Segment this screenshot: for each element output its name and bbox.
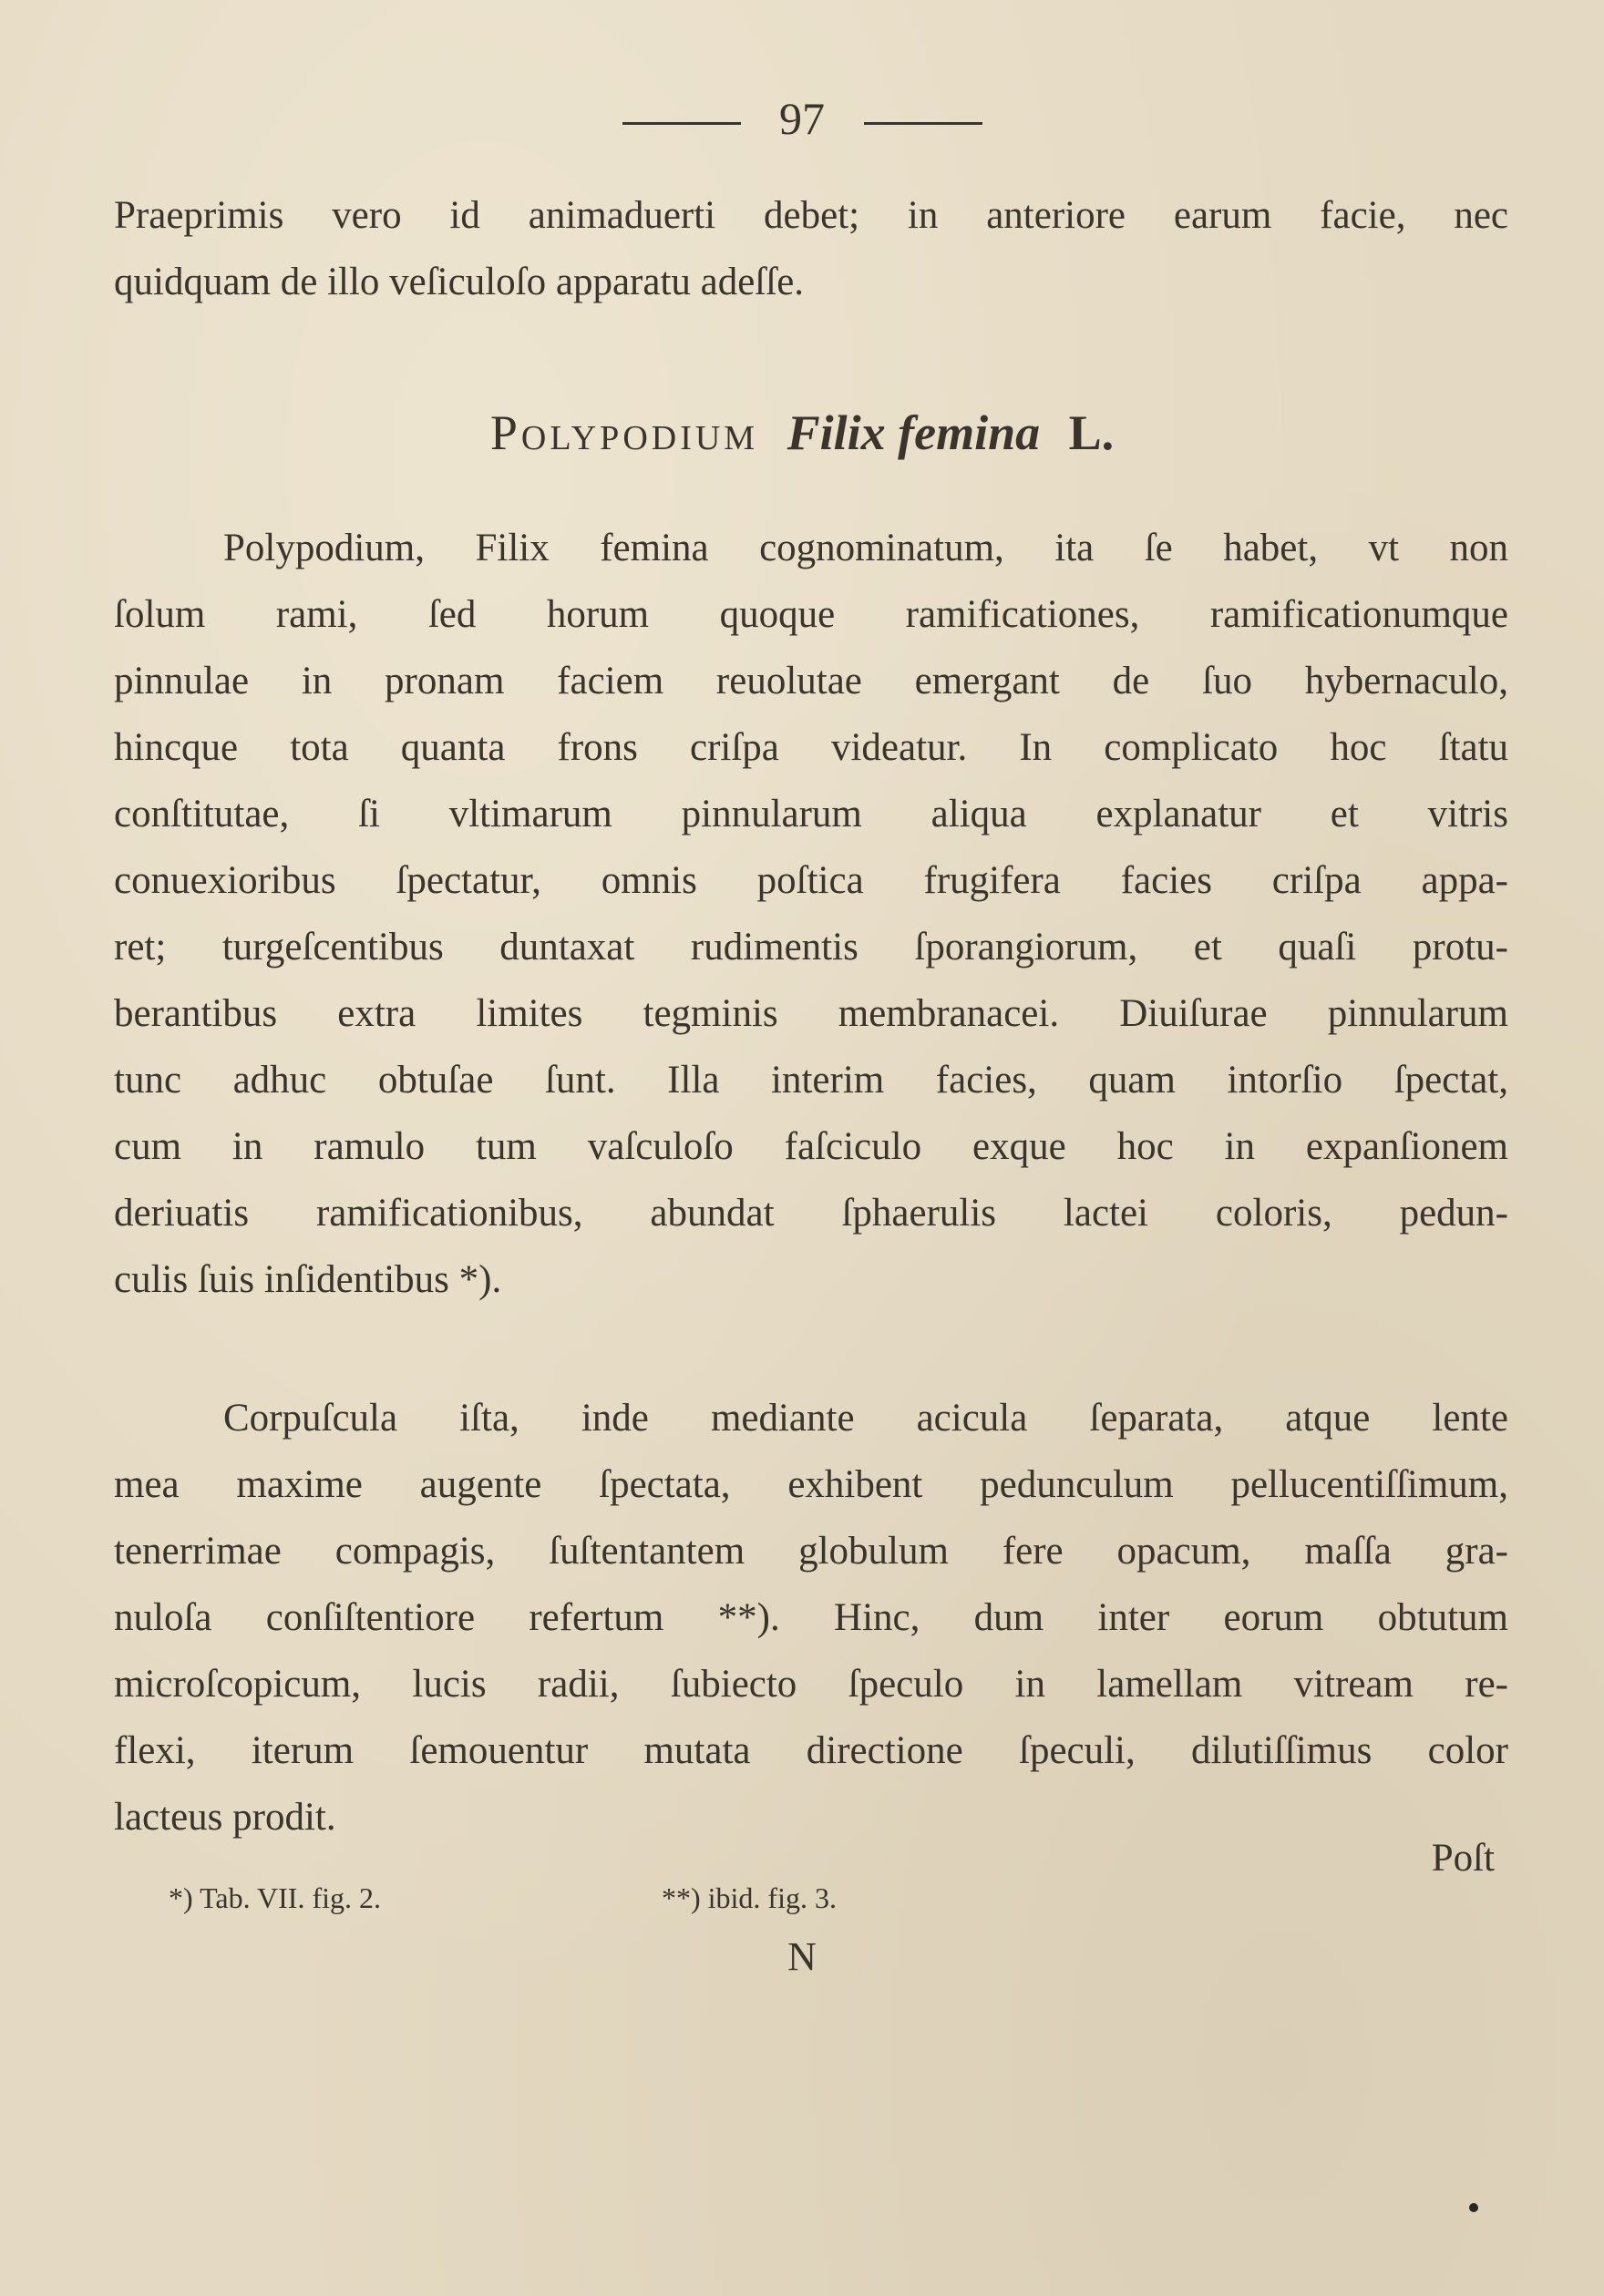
page-number: 97 [779,93,825,144]
paragraph-1 [114,515,1508,1313]
text-line: nuloſa conſiſtentiore refertum **). Hinc, dum inter eorum obtutum [114,1596,1508,1639]
signature-mark: N [787,1934,817,1979]
ink-spot [1469,2203,1478,2212]
text-line: pinnulae in pronam faciem reuolutae emergant de ſuo hybernaculo, [114,660,1508,702]
header-rule-right [864,122,982,125]
species-name: Filix femina [787,405,1041,460]
catchword: Poſt [1431,1837,1495,1880]
text-line: mea maxime augente ſpectata, exhibent pedunculum pellucentiſſimum, [114,1463,1508,1506]
text-line: conſtitutae, ſi vltimarum pinnularum aliqua explanatur et vitris [114,793,1508,835]
genus-name: Polypodium [489,405,759,460]
text-line: flexi, iterum ſemouentur mutata directione ſpeculi, dilutiſſimus color [114,1729,1508,1772]
text-line: deriuatis ramificationibus, abundat ſphaerulis lactei coloris, pedun- [114,1192,1508,1235]
text-line: tunc adhuc obtuſae ſunt. Illa interim facies, quam intorſio ſpectat, [114,1059,1508,1102]
text-line: lacteus prodit. [114,1796,336,1839]
text-line: cum in ramulo tum vaſculoſo faſciculo exque hoc in expanſionem [114,1125,1508,1168]
text-line: microſcopicum, lucis radii, ſubiecto ſpeculo in lamellam vitream re- [114,1663,1508,1706]
footnotes [169,1881,1353,1915]
text-line: Praeprimis vero id animaduerti debet; in anteriore earum facie, nec [114,194,1508,237]
text-line: conuexioribus ſpectatur, omnis poſtica frugifera facies criſpa appa- [114,859,1508,902]
text-line: hincque tota quanta frons criſpa videatur. In complicato hoc ſtatu [114,726,1508,769]
footnote-1: *) Tab. VII. fig. 2. [169,1881,381,1914]
text-line: quidquam de illo veſiculoſo apparatu adeſſe. [114,261,805,303]
text-line: culis ſuis inſidentibus *). [114,1258,502,1301]
text-line: Corpuſcula iſta, inde mediante acicula ſeparata, atque lente [223,1397,1508,1440]
header-rule-left [622,122,741,125]
footnote-2: **) ibid. fig. 3. [661,1881,837,1914]
page-header [0,91,1604,146]
author-abbrev: L. [1068,405,1115,460]
text-line: ret; turgeſcentibus duntaxat rudimentis ſporangiorum, et quaſi protu- [114,926,1508,969]
section-title [0,401,1604,465]
text-line: berantibus extra limites tegminis membranacei. Diuiſurae pinnularum [114,992,1508,1035]
text-line: Polypodium, Filix femina cognominatum, ita ſe habet, vt non [223,527,1508,569]
intro-paragraph [114,182,1508,315]
text-line: tenerrimae compagis, ſuſtentantem globulum fere opacum, maſſa gra- [114,1530,1508,1573]
paragraph-2 [114,1385,1508,1850]
text-line: ſolum rami, ſed horum quoque ramificationes, ramificationumque [114,593,1508,636]
